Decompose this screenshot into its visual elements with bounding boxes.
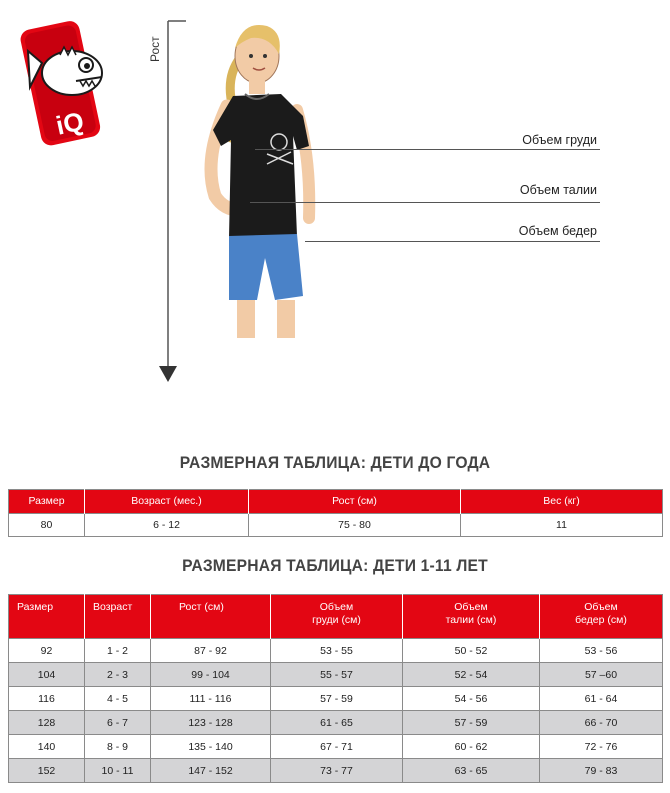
table-cell: 140 [9, 735, 85, 759]
chest-measure-line [255, 149, 600, 150]
column-header: Объем груди (см) [271, 595, 403, 639]
table-cell: 10 - 11 [85, 759, 151, 783]
table-cell: 123 - 128 [151, 711, 271, 735]
waist-label: Объем талии [519, 183, 597, 197]
column-header: Объем бедер (см) [540, 595, 663, 639]
column-header: Вес (кг) [461, 490, 663, 514]
table-cell: 79 - 83 [540, 759, 663, 783]
table-cell: 1 - 2 [85, 639, 151, 663]
hips-label: Объем бедер [518, 224, 597, 238]
child-figure-illustration [185, 18, 330, 338]
column-header: Рост (см) [151, 595, 271, 639]
hips-measure-line [305, 241, 600, 242]
kids-table-title: РАЗМЕРНАЯ ТАБЛИЦА: ДЕТИ 1-11 ЛЕТ [182, 556, 488, 575]
column-header: Размер [9, 490, 85, 514]
table-row [9, 687, 663, 711]
table-header-row [9, 490, 663, 514]
table-cell: 2 - 3 [85, 663, 151, 687]
table-cell: 116 [9, 687, 85, 711]
table-cell: 53 - 56 [540, 639, 663, 663]
table-cell: 63 - 65 [403, 759, 540, 783]
table-cell: 135 - 140 [151, 735, 271, 759]
table-row [9, 663, 663, 687]
iq-fish-logo [20, 15, 112, 147]
table-row [9, 514, 663, 537]
table-row [9, 759, 663, 783]
table-cell: 54 - 56 [403, 687, 540, 711]
table-cell: 8 - 9 [85, 735, 151, 759]
table-cell: 57 - 59 [403, 711, 540, 735]
table-cell: 67 - 71 [271, 735, 403, 759]
table-cell: 66 - 70 [540, 711, 663, 735]
table-cell: 92 [9, 639, 85, 663]
table-cell: 147 - 152 [151, 759, 271, 783]
height-scale-arrow [150, 20, 190, 390]
column-header: Размер [9, 595, 85, 639]
table-cell: 87 - 92 [151, 639, 271, 663]
table-cell: 80 [9, 514, 85, 537]
table-cell: 152 [9, 759, 85, 783]
table-row [9, 735, 663, 759]
table-cell: 72 - 76 [540, 735, 663, 759]
column-header: Рост (см) [249, 490, 461, 514]
height-label: Рост [148, 36, 162, 62]
table-cell: 128 [9, 711, 85, 735]
kids-size-table [8, 594, 663, 783]
table-cell: 57 –60 [540, 663, 663, 687]
column-header: Возраст [85, 595, 151, 639]
table-header-row [9, 595, 663, 639]
table-row [9, 639, 663, 663]
table-row [9, 711, 663, 735]
waist-measure-line [250, 202, 600, 203]
table-cell: 4 - 5 [85, 687, 151, 711]
table-cell: 55 - 57 [271, 663, 403, 687]
infant-table-title: РАЗМЕРНАЯ ТАБЛИЦА: ДЕТИ ДО ГОДА [179, 453, 491, 472]
table-cell: 61 - 64 [540, 687, 663, 711]
table-cell: 11 [461, 514, 663, 537]
table-cell: 61 - 65 [271, 711, 403, 735]
table-cell: 53 - 55 [271, 639, 403, 663]
table-cell: 60 - 62 [403, 735, 540, 759]
table-cell: 73 - 77 [271, 759, 403, 783]
table-cell: 50 - 52 [403, 639, 540, 663]
table-cell: 99 - 104 [151, 663, 271, 687]
infant-size-table [8, 489, 663, 537]
column-header: Возраст (мес.) [85, 490, 249, 514]
column-header: Объем талии (см) [403, 595, 540, 639]
logo-text: iQ [53, 105, 87, 141]
table-cell: 6 - 7 [85, 711, 151, 735]
table-cell: 104 [9, 663, 85, 687]
table-cell: 75 - 80 [249, 514, 461, 537]
chest-label: Объем груди [522, 133, 597, 147]
table-cell: 111 - 116 [151, 687, 271, 711]
table-cell: 6 - 12 [85, 514, 249, 537]
table-cell: 57 - 59 [271, 687, 403, 711]
table-cell: 52 - 54 [403, 663, 540, 687]
